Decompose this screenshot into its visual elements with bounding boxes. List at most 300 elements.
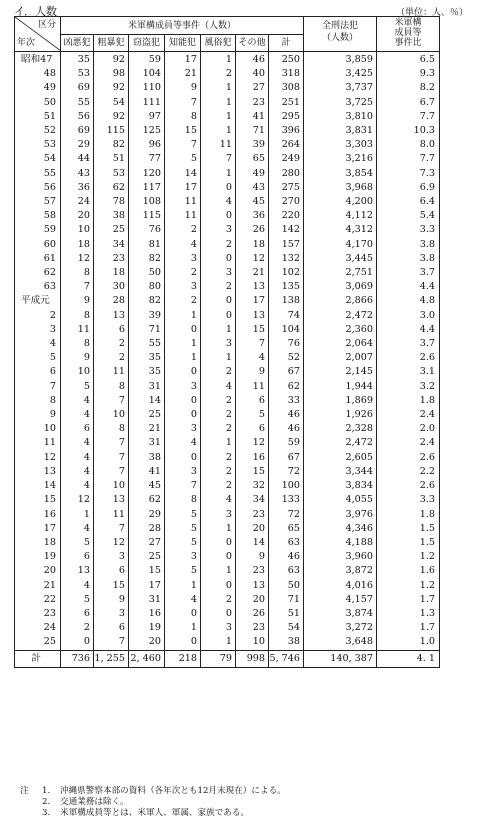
value-cell: 6: [94, 564, 129, 578]
value-cell: 97: [129, 110, 165, 124]
value-cell: 2: [201, 479, 236, 493]
value-cell: 6: [61, 422, 94, 436]
value-cell: 8: [61, 337, 94, 351]
value-cell: 92: [94, 110, 129, 124]
value-cell: 3,725: [304, 96, 377, 110]
value-cell: 1,944: [304, 380, 377, 394]
value-cell: 12: [236, 252, 269, 266]
value-cell: 16: [129, 607, 165, 621]
table-row: [15, 564, 440, 578]
year-cell: 10: [15, 422, 61, 436]
value-cell: 41: [129, 465, 165, 479]
total-value-cell: 4. 1: [377, 650, 440, 667]
value-cell: 2.6: [377, 351, 440, 365]
value-cell: 3: [165, 550, 201, 564]
table-row: [15, 110, 440, 124]
value-cell: 14: [236, 536, 269, 550]
value-cell: 1: [201, 635, 236, 650]
table-row: [15, 252, 440, 266]
value-cell: 2: [201, 280, 236, 294]
value-cell: 35: [129, 365, 165, 379]
header-col: 窃盗犯: [129, 35, 165, 52]
value-cell: 27: [129, 536, 165, 550]
value-cell: 82: [94, 138, 129, 152]
value-cell: 3.2: [377, 380, 440, 394]
table-row: [15, 436, 440, 450]
value-cell: 59: [269, 436, 304, 450]
value-cell: 30: [94, 280, 129, 294]
value-cell: 19: [129, 621, 165, 635]
value-cell: 59: [129, 52, 165, 68]
value-cell: 115: [94, 124, 129, 138]
value-cell: 0: [165, 635, 201, 650]
value-cell: 63: [269, 564, 304, 578]
value-cell: 2: [201, 593, 236, 607]
note-prefix: 注: [20, 786, 29, 796]
value-cell: 7: [94, 436, 129, 450]
table-title: イ．人数: [14, 5, 58, 18]
value-cell: 5.4: [377, 209, 440, 223]
value-cell: 92: [94, 52, 129, 68]
value-cell: 43: [61, 167, 94, 181]
value-cell: 69: [61, 124, 94, 138]
value-cell: 11: [201, 138, 236, 152]
value-cell: 1,926: [304, 408, 377, 422]
value-cell: 1.5: [377, 522, 440, 536]
value-cell: 6.9: [377, 181, 440, 195]
value-cell: 12: [236, 436, 269, 450]
value-cell: 0: [165, 408, 201, 422]
value-cell: 3,272: [304, 621, 377, 635]
value-cell: 8: [165, 110, 201, 124]
year-cell: 2: [15, 309, 61, 323]
header-ratio-line-3: 事件比: [394, 38, 422, 48]
value-cell: 1: [61, 508, 94, 522]
value-cell: 142: [269, 223, 304, 237]
value-cell: 76: [129, 223, 165, 237]
value-cell: 14: [165, 167, 201, 181]
value-cell: 3: [201, 337, 236, 351]
value-cell: 1: [165, 351, 201, 365]
value-cell: 74: [269, 309, 304, 323]
value-cell: 76: [269, 337, 304, 351]
value-cell: 3: [165, 422, 201, 436]
value-cell: 31: [129, 593, 165, 607]
value-cell: 35: [129, 351, 165, 365]
total-value-cell: 5, 746: [269, 650, 304, 667]
total-value-cell: 140, 387: [304, 650, 377, 667]
table-row: [15, 167, 440, 181]
table-row: [15, 635, 440, 650]
value-cell: 0: [165, 323, 201, 337]
value-cell: 26: [236, 223, 269, 237]
value-cell: 1: [201, 52, 236, 68]
value-cell: 20: [61, 209, 94, 223]
value-cell: 38: [94, 209, 129, 223]
value-cell: 10: [236, 635, 269, 650]
value-cell: 33: [269, 394, 304, 408]
value-cell: 23: [236, 508, 269, 522]
value-cell: 2: [201, 408, 236, 422]
value-cell: 5: [165, 536, 201, 550]
value-cell: 82: [129, 294, 165, 308]
value-cell: 11: [94, 365, 129, 379]
year-cell: 56: [15, 181, 61, 195]
value-cell: 4.4: [377, 280, 440, 294]
value-cell: 20: [129, 635, 165, 650]
value-cell: 18: [94, 266, 129, 280]
value-cell: 45: [129, 479, 165, 493]
table-row: [15, 550, 440, 564]
value-cell: 65: [236, 152, 269, 166]
value-cell: 4: [201, 493, 236, 507]
year-cell: 20: [15, 564, 61, 578]
table-row: [15, 81, 440, 95]
value-cell: 4,200: [304, 195, 377, 209]
value-cell: 29: [61, 138, 94, 152]
value-cell: 25: [94, 223, 129, 237]
value-cell: 6: [61, 550, 94, 564]
value-cell: 4.8: [377, 294, 440, 308]
note-line-3: [20, 808, 286, 819]
year-cell: 19: [15, 550, 61, 564]
value-cell: 44: [61, 152, 94, 166]
year-cell: 54: [15, 152, 61, 166]
value-cell: 318: [269, 67, 304, 81]
value-cell: 46: [269, 550, 304, 564]
table-row: [15, 96, 440, 110]
value-cell: 3.7: [377, 266, 440, 280]
value-cell: 0: [165, 451, 201, 465]
value-cell: 10: [94, 479, 129, 493]
value-cell: 62: [129, 493, 165, 507]
value-cell: 6: [236, 394, 269, 408]
year-cell: 6: [15, 365, 61, 379]
year-cell: 51: [15, 110, 61, 124]
year-cell: 8: [15, 394, 61, 408]
value-cell: 6: [236, 422, 269, 436]
value-cell: 104: [129, 67, 165, 81]
table-row: [15, 67, 440, 81]
value-cell: 7: [165, 479, 201, 493]
year-cell: 61: [15, 252, 61, 266]
value-cell: 50: [129, 266, 165, 280]
value-cell: 1: [201, 167, 236, 181]
value-cell: 4: [165, 436, 201, 450]
value-cell: 2: [94, 337, 129, 351]
value-cell: 0: [201, 181, 236, 195]
year-cell: 48: [15, 67, 61, 81]
value-cell: 2.6: [377, 479, 440, 493]
header-ratio: [377, 17, 440, 52]
value-cell: 270: [269, 195, 304, 209]
value-cell: 11: [236, 380, 269, 394]
value-cell: 8: [94, 380, 129, 394]
value-cell: 138: [269, 294, 304, 308]
value-cell: 4,112: [304, 209, 377, 223]
value-cell: 4,346: [304, 522, 377, 536]
value-cell: 15: [236, 323, 269, 337]
value-cell: 5: [61, 380, 94, 394]
value-cell: 3,810: [304, 110, 377, 124]
value-cell: 38: [129, 451, 165, 465]
header-corner-cell: [15, 17, 61, 52]
value-cell: 10: [94, 408, 129, 422]
value-cell: 21: [165, 67, 201, 81]
table-row: [15, 365, 440, 379]
value-cell: 2: [165, 294, 201, 308]
value-cell: 24: [61, 195, 94, 209]
value-cell: 9.3: [377, 67, 440, 81]
value-cell: 45: [236, 195, 269, 209]
value-cell: 13: [61, 564, 94, 578]
value-cell: 71: [269, 593, 304, 607]
value-cell: 3: [94, 550, 129, 564]
value-cell: 3,737: [304, 81, 377, 95]
value-cell: 7: [94, 635, 129, 650]
value-cell: 1: [165, 621, 201, 635]
value-cell: 11: [61, 323, 94, 337]
value-cell: 27: [236, 81, 269, 95]
year-cell: 5: [15, 351, 61, 365]
value-cell: 5: [61, 593, 94, 607]
value-cell: 23: [236, 621, 269, 635]
year-cell: 15: [15, 493, 61, 507]
value-cell: 39: [129, 309, 165, 323]
value-cell: 3,872: [304, 564, 377, 578]
value-cell: 67: [269, 365, 304, 379]
table-row: [15, 607, 440, 621]
value-cell: 3,854: [304, 167, 377, 181]
header-nenji: 年次: [17, 38, 36, 48]
value-cell: 280: [269, 167, 304, 181]
value-cell: 36: [61, 181, 94, 195]
value-cell: 2: [165, 266, 201, 280]
value-cell: 26: [236, 607, 269, 621]
note-line-1: [20, 786, 286, 797]
value-cell: 1.2: [377, 550, 440, 564]
value-cell: 2,064: [304, 337, 377, 351]
value-cell: 295: [269, 110, 304, 124]
value-cell: 0: [201, 309, 236, 323]
year-cell: 63: [15, 280, 61, 294]
value-cell: 4: [61, 451, 94, 465]
header-col: 凶悪犯: [61, 35, 94, 52]
year-cell: 24: [15, 621, 61, 635]
value-cell: 251: [269, 96, 304, 110]
value-cell: 4,170: [304, 238, 377, 252]
value-cell: 4: [165, 593, 201, 607]
value-cell: 39: [236, 138, 269, 152]
value-cell: 0: [201, 294, 236, 308]
header-col: 風俗犯: [201, 35, 236, 52]
unit-label: （単位：人、％）: [395, 8, 468, 18]
table-row: [15, 351, 440, 365]
value-cell: 81: [129, 238, 165, 252]
value-cell: 13: [236, 579, 269, 593]
value-cell: 23: [236, 564, 269, 578]
value-cell: 396: [269, 124, 304, 138]
value-cell: 5: [236, 408, 269, 422]
value-cell: 72: [269, 465, 304, 479]
value-cell: 111: [129, 96, 165, 110]
value-cell: 17: [236, 294, 269, 308]
value-cell: 7.7: [377, 110, 440, 124]
value-cell: 3,069: [304, 280, 377, 294]
value-cell: 1: [201, 96, 236, 110]
value-cell: 3,445: [304, 252, 377, 266]
value-cell: 3: [165, 252, 201, 266]
value-cell: 15: [129, 564, 165, 578]
value-cell: 4: [236, 351, 269, 365]
value-cell: 4: [61, 579, 94, 593]
table-row: [15, 508, 440, 522]
value-cell: 8: [94, 422, 129, 436]
header-all-title: 全刑法犯: [321, 21, 358, 31]
value-cell: 1: [201, 81, 236, 95]
value-cell: 2,472: [304, 436, 377, 450]
year-cell: 22: [15, 593, 61, 607]
note-number: 1.: [42, 786, 51, 796]
value-cell: 15: [236, 465, 269, 479]
table-row: [15, 323, 440, 337]
value-cell: 3: [201, 223, 236, 237]
total-value-cell: 218: [165, 650, 201, 667]
value-cell: 3.0: [377, 309, 440, 323]
value-cell: 11: [165, 195, 201, 209]
value-cell: 133: [269, 493, 304, 507]
value-cell: 7: [94, 451, 129, 465]
value-cell: 65: [269, 522, 304, 536]
value-cell: 52: [269, 351, 304, 365]
value-cell: 108: [129, 195, 165, 209]
value-cell: 4.4: [377, 323, 440, 337]
total-row: [15, 650, 440, 667]
value-cell: 62: [269, 380, 304, 394]
value-cell: 46: [269, 408, 304, 422]
value-cell: 7.7: [377, 152, 440, 166]
value-cell: 2,472: [304, 309, 377, 323]
table-row: [15, 309, 440, 323]
value-cell: 6: [61, 607, 94, 621]
year-cell: 59: [15, 223, 61, 237]
value-cell: 23: [94, 252, 129, 266]
table-row: [15, 266, 440, 280]
table-row: [15, 451, 440, 465]
value-cell: 135: [269, 280, 304, 294]
value-cell: 2.4: [377, 408, 440, 422]
table-row: [15, 380, 440, 394]
value-cell: 46: [236, 52, 269, 68]
table-row: [15, 579, 440, 593]
value-cell: 18: [61, 238, 94, 252]
total-label: 計: [15, 650, 61, 667]
value-cell: 4: [61, 394, 94, 408]
year-cell: 58: [15, 209, 61, 223]
year-cell: 13: [15, 465, 61, 479]
value-cell: 31: [129, 380, 165, 394]
year-cell: 50: [15, 96, 61, 110]
value-cell: 0: [201, 579, 236, 593]
value-cell: 2,007: [304, 351, 377, 365]
value-cell: 3.8: [377, 252, 440, 266]
value-cell: 220: [269, 209, 304, 223]
value-cell: 13: [94, 309, 129, 323]
value-cell: 7: [165, 138, 201, 152]
value-cell: 8: [61, 309, 94, 323]
value-cell: 1,869: [304, 394, 377, 408]
value-cell: 51: [269, 607, 304, 621]
value-cell: 157: [269, 238, 304, 252]
value-cell: 7: [94, 394, 129, 408]
value-cell: 2,328: [304, 422, 377, 436]
value-cell: 29: [129, 508, 165, 522]
value-cell: 63: [269, 536, 304, 550]
value-cell: 55: [129, 337, 165, 351]
value-cell: 5: [165, 564, 201, 578]
table-row: [15, 138, 440, 152]
value-cell: 4: [61, 408, 94, 422]
value-cell: 25: [129, 550, 165, 564]
value-cell: 40: [236, 67, 269, 81]
year-cell: 55: [15, 167, 61, 181]
value-cell: 9: [61, 351, 94, 365]
value-cell: 2,605: [304, 451, 377, 465]
value-cell: 9: [94, 593, 129, 607]
year-cell: 4: [15, 337, 61, 351]
value-cell: 92: [94, 81, 129, 95]
value-cell: 249: [269, 152, 304, 166]
value-cell: 2: [201, 451, 236, 465]
year-cell: 17: [15, 522, 61, 536]
table-row: [15, 294, 440, 308]
header-group: 米軍構成員等事件（人数）: [61, 17, 304, 35]
value-cell: 1: [201, 124, 236, 138]
value-cell: 2: [201, 67, 236, 81]
value-cell: 3,216: [304, 152, 377, 166]
value-cell: 71: [236, 124, 269, 138]
year-cell: 7: [15, 380, 61, 394]
value-cell: 56: [61, 110, 94, 124]
value-cell: 4,055: [304, 493, 377, 507]
value-cell: 1: [165, 579, 201, 593]
value-cell: 2,360: [304, 323, 377, 337]
header-ratio-line-1: 米軍構: [394, 18, 422, 28]
value-cell: 20: [236, 522, 269, 536]
year-cell: 21: [15, 579, 61, 593]
value-cell: 54: [94, 96, 129, 110]
value-cell: 120: [129, 167, 165, 181]
header-col: 計: [269, 35, 304, 52]
value-cell: 2: [201, 238, 236, 252]
value-cell: 2.2: [377, 465, 440, 479]
year-cell: 11: [15, 436, 61, 450]
note-line-2: [20, 797, 286, 808]
value-cell: 1: [201, 522, 236, 536]
table-row: [15, 152, 440, 166]
value-cell: 8: [165, 493, 201, 507]
value-cell: 4: [61, 436, 94, 450]
year-cell: 昭和47: [15, 52, 61, 68]
value-cell: 7.3: [377, 167, 440, 181]
value-cell: 7: [236, 337, 269, 351]
value-cell: 0: [201, 536, 236, 550]
value-cell: 7: [94, 465, 129, 479]
table-row: [15, 394, 440, 408]
value-cell: 3: [165, 465, 201, 479]
value-cell: 4: [201, 380, 236, 394]
value-cell: 1.3: [377, 607, 440, 621]
